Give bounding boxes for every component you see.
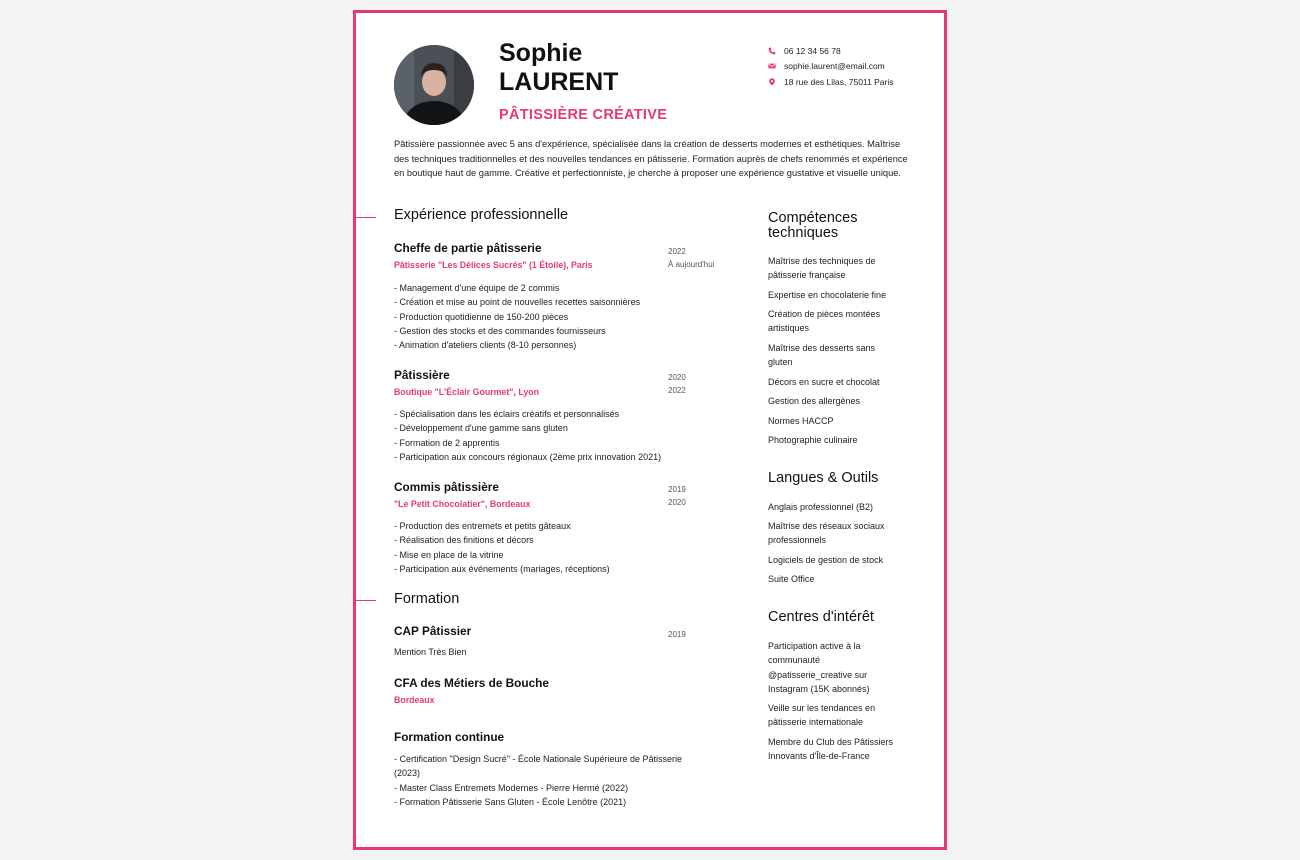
list-item: - Production des entremets et petits gâteaux (394, 521, 571, 531)
continuing-education-title: Formation continue (394, 730, 505, 744)
language-item: Logiciels de gestion de stock (768, 555, 884, 565)
language-item: Maîtrise des réseaux sociaux professionnels (768, 521, 885, 546)
phone-number[interactable]: 06 12 34 56 78 (784, 45, 841, 56)
job-tasks (394, 519, 734, 576)
list-item: - Mise en place de la vitrine (394, 549, 504, 560)
job-start: 2019 (668, 485, 686, 494)
list-item: - Réalisation des finitions et décors (394, 535, 534, 546)
list-item: - Spécialisation dans les éclairs créatifs et personnalisés (394, 409, 620, 419)
interest-item: Veille sur les tendances en pâtisserie internationale (768, 703, 876, 728)
section-title-interests: Centres d'intérêt (768, 609, 874, 625)
skill-item: Création de pièces montées artistiques (768, 309, 881, 334)
list-item: - Participation aux événements (mariages, réceptions) (394, 563, 610, 574)
contact-list (768, 43, 893, 90)
section-title-languages: Langues & Outils (768, 470, 879, 486)
list-item: - Création et mise au point de nouvelles recettes saisonnières (394, 297, 641, 308)
language-item: Anglais professionnel (B2) (768, 502, 874, 512)
list-item: - Certification "Design Sucré" - École Nationale Supérieure de Pâtisserie (394, 754, 683, 764)
skill-item: Gestion des allergènes (768, 396, 861, 406)
job-company: Pâtisserie "Les Délices Sucrés" (1 Étoile), Paris (394, 260, 593, 270)
job-role: PÂTISSIÈRE CRÉATIVE (499, 107, 668, 123)
section-title-skills: Compétences techniques (768, 210, 858, 241)
list-item: (2023) (394, 768, 421, 779)
job-end: 2022 (668, 385, 686, 395)
section-title-experience: Expérience professionnelle (394, 207, 569, 223)
location-pin-icon (768, 78, 776, 86)
job-end: 2020 (668, 497, 686, 507)
list-item: - Gestion des stocks et des commandes fournisseurs (394, 325, 606, 336)
contact-email (768, 59, 893, 75)
list-item: - Formation Pâtisserie Sans Gluten - École Lenôtre (2021) (394, 796, 627, 807)
school-place: Bordeaux (394, 695, 435, 705)
degree-title: CAP Pâtissier (394, 624, 472, 638)
section-marker-experience (356, 217, 376, 218)
job-start: 2020 (668, 373, 686, 382)
list-item: - Production quotidienne de 150-200 pièces (394, 311, 569, 322)
postal-address: 18 rue des Lilas, 75011 Paris (784, 76, 894, 87)
section-title-formation: Formation (394, 591, 460, 607)
cv-page (353, 10, 947, 850)
job-tasks (394, 281, 734, 352)
profile-summary: Pâtissière passionnée avec 5 ans d'expérience, spécialisée dans la création de desserts modernes et esthétiques. Maîtrise des techniques traditionnelles et des nouvelles tendances en pâtisserie. Formation auprès de chefs renommés et expérience en boutique haut de gamme. Créative et perfectionniste, je cherche à proposer une expérience gustative et visuelle unique. (394, 139, 908, 179)
phone-icon (768, 47, 776, 55)
list-item: - Participation aux concours régionaux (2ème prix innovation 2021) (394, 451, 662, 462)
continuing-education-list (394, 752, 754, 809)
job-dates (668, 246, 714, 271)
interest-item: Participation active à la communauté @patisserie_creative sur Instagram (15K abonnés) (768, 641, 870, 694)
interest-item: Membre du Club des Pâtissiers Innovants d'Île-de-France (768, 737, 894, 762)
skill-item: Expertise en chocolaterie fine (768, 290, 887, 300)
profile-photo (394, 45, 474, 125)
skill-item: Maîtrise des desserts sans gluten (768, 343, 876, 368)
job-company: Boutique "L'Éclair Gourmet", Lyon (394, 387, 540, 397)
list-item: - Animation d'ateliers clients (8-10 personnes) (394, 340, 577, 351)
job-company: "Le Petit Chocolatier", Bordeaux (394, 499, 531, 509)
job-title: Pâtissière (394, 368, 450, 382)
list-item: - Management d'une équipe de 2 commis (394, 283, 560, 293)
skill-item: Décors en sucre et chocolat (768, 377, 880, 387)
job-tasks (394, 407, 734, 464)
job-title: Cheffe de partie pâtisserie (394, 241, 542, 255)
list-item: - Développement d'une gamme sans gluten (394, 423, 568, 434)
job-end: À aujourd'hui (668, 259, 715, 269)
job-dates (668, 484, 686, 509)
envelope-icon (768, 62, 776, 70)
first-name: Sophie (499, 39, 583, 67)
contact-phone (768, 43, 893, 59)
list-item: - Master Class Entremets Modernes - Pierre Hermé (2022) (394, 782, 629, 793)
skill-item: Normes HACCP (768, 416, 834, 426)
last-name: LAURENT (499, 68, 619, 96)
job-title: Commis pâtissière (394, 480, 499, 494)
school-title: CFA des Métiers de Bouche (394, 676, 549, 690)
candidate-name (499, 39, 618, 97)
degree-year: 2019 (668, 630, 686, 639)
contact-address (768, 74, 893, 90)
skill-item: Maîtrise des techniques de pâtisserie française (768, 256, 876, 281)
job-start: 2022 (668, 247, 686, 256)
email-address[interactable]: sophie.laurent@email.com (784, 61, 885, 72)
job-dates (668, 372, 686, 397)
degree-mention: Mention Très Bien (394, 647, 467, 657)
list-item: - Formation de 2 apprentis (394, 437, 500, 448)
skill-item: Photographie culinaire (768, 435, 858, 445)
language-item: Suite Office (768, 574, 815, 584)
section-marker-formation (356, 600, 376, 601)
